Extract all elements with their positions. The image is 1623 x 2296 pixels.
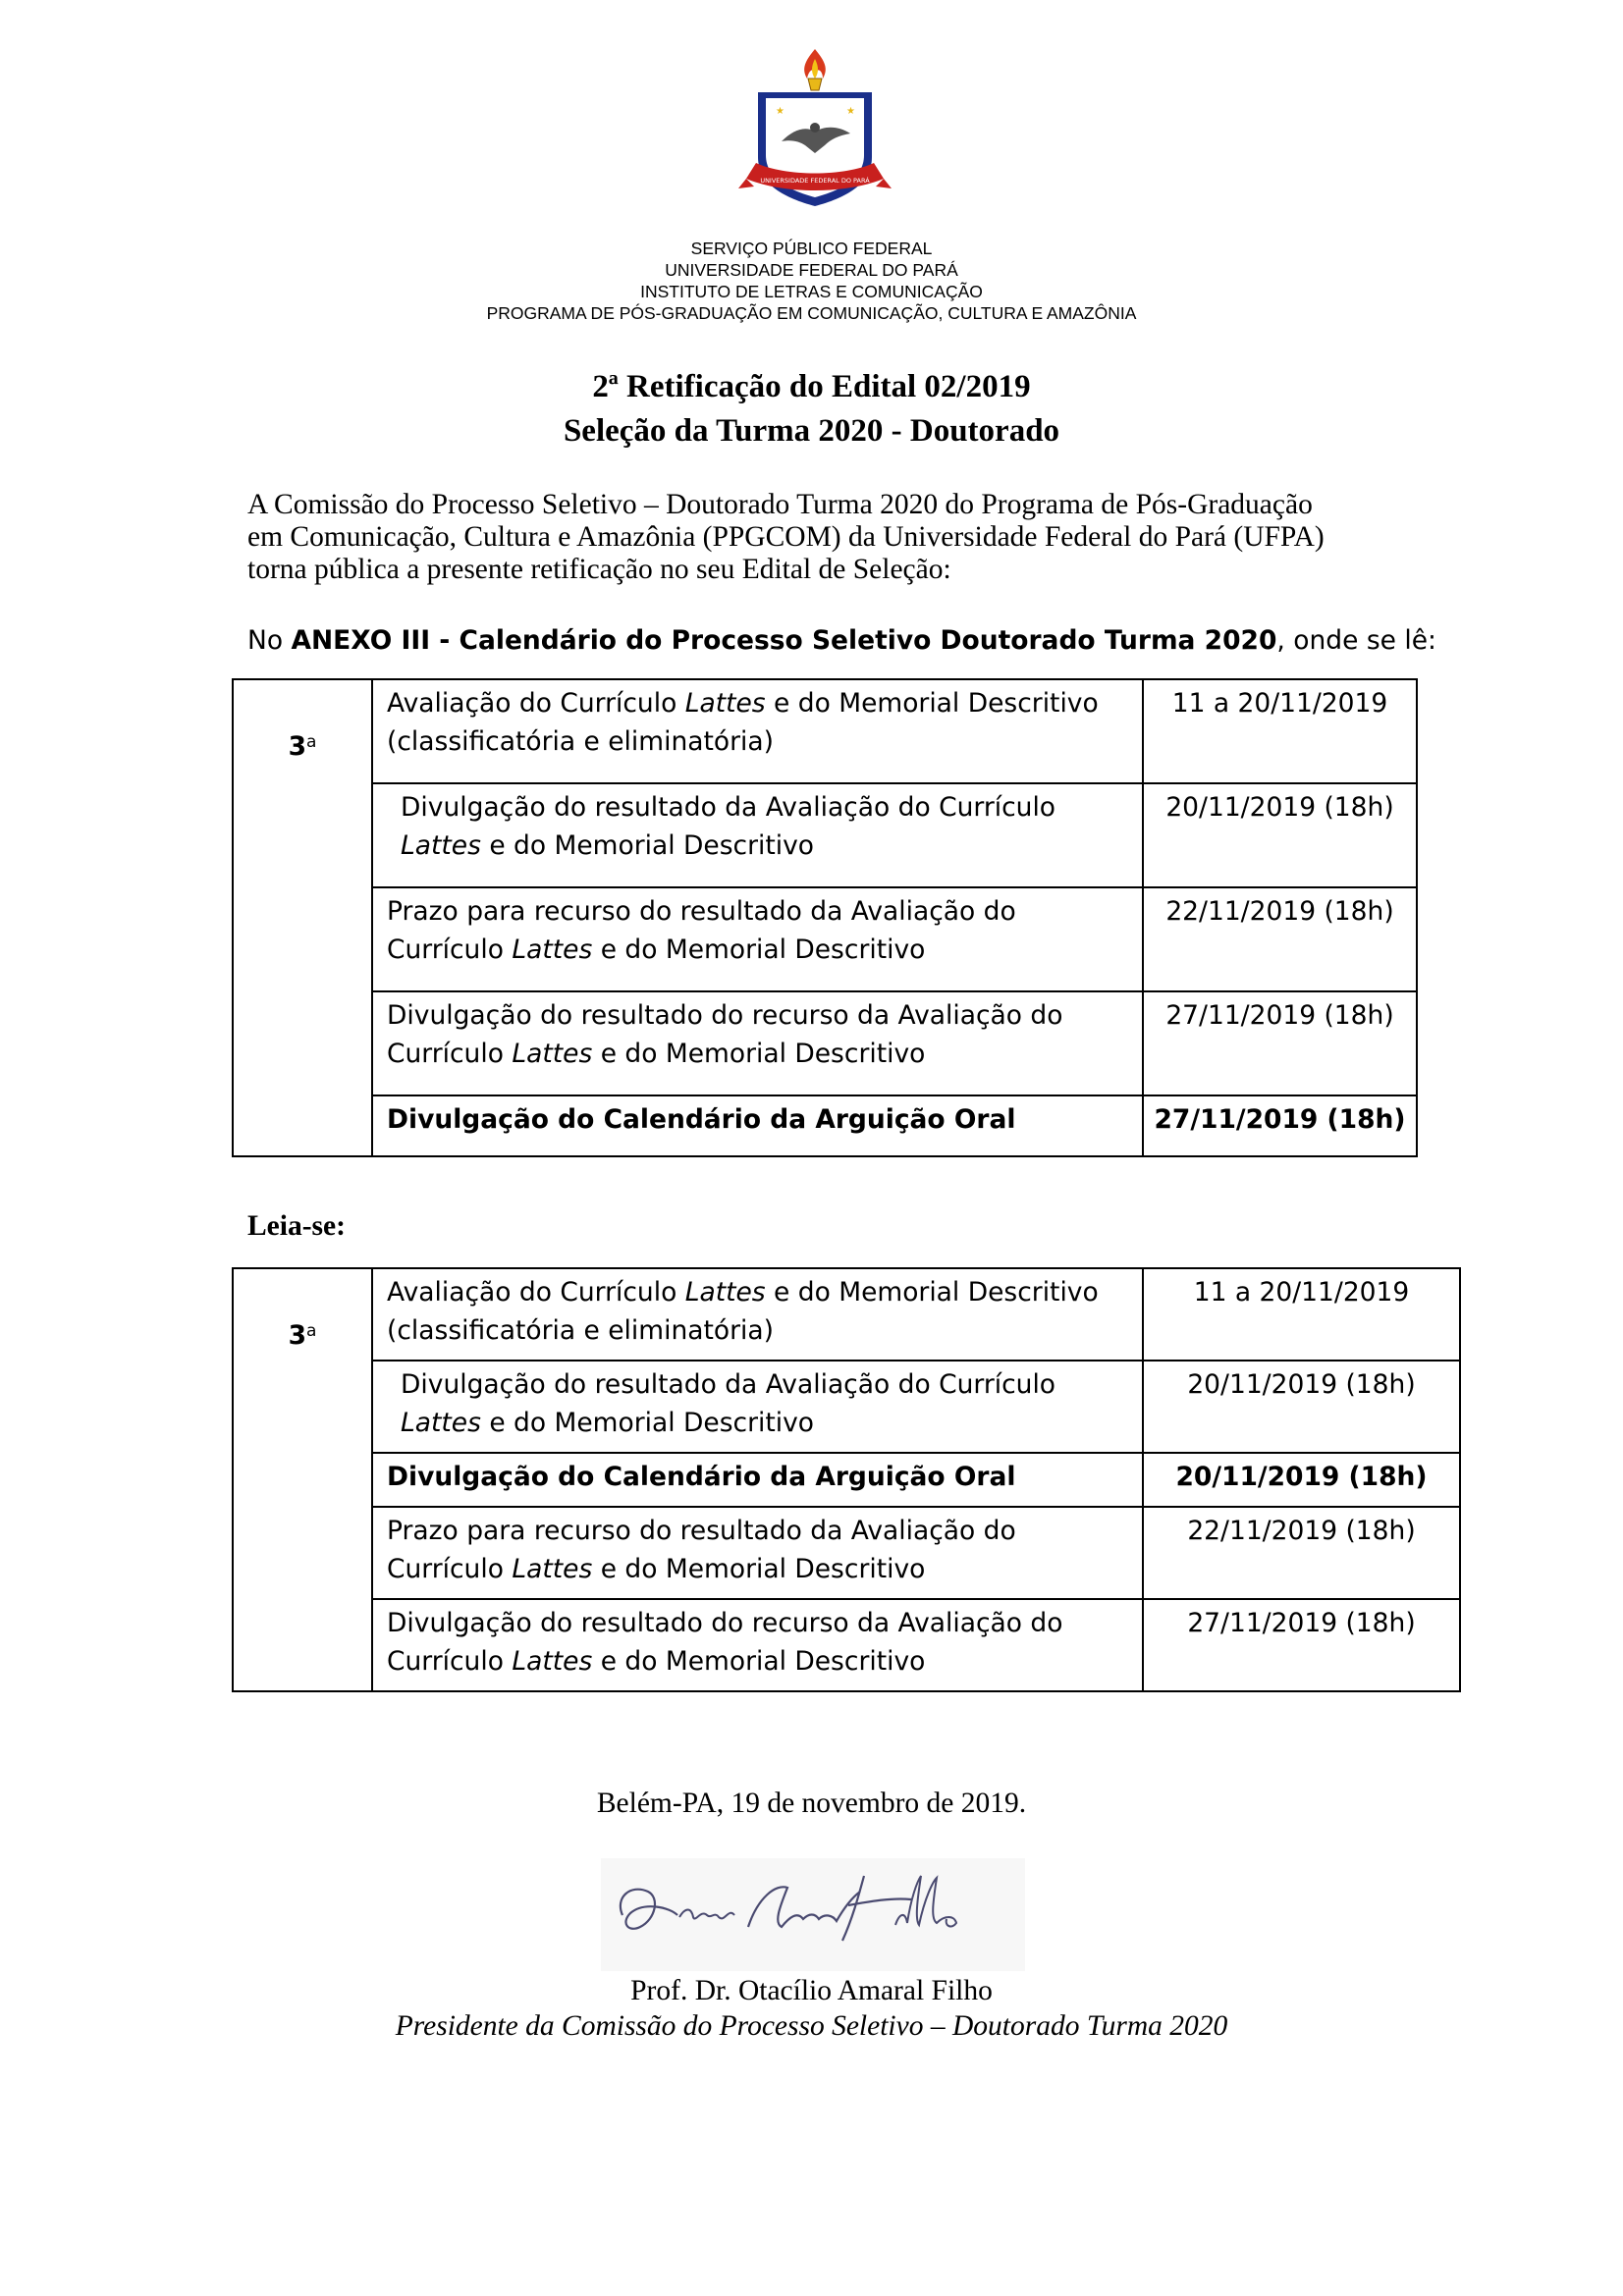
- activity-cell: [372, 887, 1143, 991]
- title-line-2: Seleção da Turma 2020 - Doutorado: [563, 413, 1060, 449]
- intro-line-1: A Comissão do Processo Seletivo – Doutorado Turma 2020 do Programa de Pós-Graduação: [247, 489, 1313, 520]
- activity-text: Divulgação do resultado da Avaliação do Currículo: [401, 1369, 1056, 1400]
- activity-emphasis: Lattes: [401, 1408, 481, 1438]
- activity-cell: [372, 783, 1143, 887]
- activity-text: e do Memorial Descritivo: [592, 1646, 926, 1677]
- svg-text:★: ★: [846, 106, 855, 117]
- activity-text: e do Memorial Descritivo: [592, 934, 926, 965]
- table-row: [233, 1361, 1460, 1453]
- phase-ordinal: a: [306, 732, 317, 752]
- table-row: [233, 1453, 1460, 1507]
- activity-text: e do Memorial Descritivo: [592, 1038, 926, 1069]
- svg-text:★: ★: [776, 106, 784, 117]
- header-line-2: UNIVERSIDADE FEDERAL DO PARÁ: [665, 260, 958, 280]
- activity-emphasis: Lattes: [512, 1038, 593, 1069]
- table-row: [233, 991, 1417, 1095]
- activity-cell: Divulgação do Calendário da Arguição Oral: [372, 1453, 1143, 1507]
- activity-cell: Divulgação do Calendário da Arguição Oral: [372, 1095, 1143, 1156]
- table-row: [233, 1268, 1460, 1361]
- place-and-date: Belém-PA, 19 de novembro de 2019.: [596, 1788, 1027, 1819]
- table-row: [233, 1507, 1460, 1599]
- intro-line-2: em Comunicação, Cultura e Amazônia (PPGCOM) da Universidade Federal do Pará (UFPA): [247, 521, 1325, 553]
- intro-paragraph: [247, 489, 1475, 586]
- activity-cell: [372, 1507, 1143, 1599]
- date-cell: 27/11/2019 (18h): [1143, 991, 1417, 1095]
- activity-text: e do Memorial Descritivo: [480, 829, 814, 861]
- phase-cell: [233, 1268, 372, 1691]
- document-title: [0, 365, 1623, 454]
- activity-emphasis: Lattes: [512, 1646, 593, 1677]
- date-cell: 11 a 20/11/2019: [1143, 1268, 1460, 1361]
- handwritten-signature: [601, 1858, 1025, 1971]
- activity-text: e do Memorial Descritivo: [592, 1554, 926, 1584]
- signer-name: Prof. Dr. Otacílio Amaral Filho: [630, 1975, 993, 2006]
- university-crest-logo: [736, 47, 893, 224]
- activity-text: Avaliação do Currículo: [387, 688, 685, 719]
- activity-text: e do Memorial Descritivo (classificatória e eliminatória): [387, 688, 1099, 757]
- activity-cell: [372, 1599, 1143, 1691]
- section-heading-annex: ANEXO III - Calendário do Processo Seletivo Doutorado Turma 2020: [291, 625, 1277, 656]
- table-row: [233, 1095, 1417, 1156]
- header-line-3: INSTITUTO DE LETRAS E COMUNICAÇÃO: [640, 282, 983, 301]
- crest-ribbon-text: UNIVERSIDADE FEDERAL DO PARÁ: [760, 177, 870, 185]
- date-cell: 22/11/2019 (18h): [1143, 1507, 1460, 1599]
- activity-text: Divulgação do resultado da Avaliação do Currículo: [401, 791, 1056, 823]
- activity-emphasis: Lattes: [684, 1277, 766, 1308]
- corrected-calendar-table: [232, 1267, 1461, 1692]
- activity-emphasis: Lattes: [401, 829, 481, 861]
- phase-ordinal: a: [306, 1321, 317, 1341]
- title-line-1: 2ª Retificação do Edital 02/2019: [592, 369, 1031, 404]
- activity-text: Prazo para recurso do resultado da Avaliação do Currículo: [387, 1516, 1016, 1584]
- table-row: [233, 1599, 1460, 1691]
- phase-number: 3: [288, 1320, 307, 1351]
- phase-cell: [233, 679, 372, 1156]
- table-row: [233, 887, 1417, 991]
- activity-emphasis: Lattes: [512, 934, 593, 965]
- phase-number: 3: [288, 731, 307, 762]
- institution-header: [0, 238, 1623, 324]
- original-calendar-table: [232, 678, 1418, 1157]
- table-row: [233, 679, 1417, 783]
- section-heading: [247, 624, 1436, 658]
- header-line-4: PROGRAMA DE PÓS-GRADUAÇÃO EM COMUNICAÇÃO, CULTURA E AMAZÔNIA: [486, 303, 1137, 323]
- section-heading-suffix: , onde se lê:: [1276, 625, 1436, 656]
- activity-text: e do Memorial Descritivo (classificatória e eliminatória): [387, 1277, 1099, 1346]
- leia-se-label: Leia-se:: [247, 1210, 346, 1242]
- table-row: [233, 783, 1417, 887]
- header-line-1: SERVIÇO PÚBLICO FEDERAL: [690, 239, 933, 258]
- activity-emphasis: Lattes: [512, 1554, 593, 1584]
- activity-text: Avaliação do Currículo: [387, 1277, 685, 1308]
- date-cell: 20/11/2019 (18h): [1143, 1361, 1460, 1453]
- activity-cell: [372, 1268, 1143, 1361]
- date-cell: 27/11/2019 (18h): [1143, 1095, 1417, 1156]
- activity-cell: [372, 1361, 1143, 1453]
- date-cell: 22/11/2019 (18h): [1143, 887, 1417, 991]
- activity-text: Divulgação do resultado do recurso da Avaliação do Currículo: [387, 999, 1063, 1069]
- activity-emphasis: Lattes: [684, 688, 766, 719]
- activity-text: Divulgação do resultado do recurso da Avaliação do Currículo: [387, 1608, 1063, 1677]
- activity-text: Prazo para recurso do resultado da Avaliação do Currículo: [387, 895, 1016, 965]
- signer-block: [0, 1973, 1623, 2044]
- activity-cell: [372, 679, 1143, 783]
- date-cell: 20/11/2019 (18h): [1143, 1453, 1460, 1507]
- date-cell: 11 a 20/11/2019: [1143, 679, 1417, 783]
- activity-text: e do Memorial Descritivo: [480, 1408, 814, 1438]
- intro-line-3: torna pública a presente retificação no seu Edital de Seleção:: [247, 554, 951, 585]
- date-cell: 27/11/2019 (18h): [1143, 1599, 1460, 1691]
- section-heading-prefix: No: [247, 625, 292, 656]
- signer-role: Presidente da Comissão do Processo Seletivo – Doutorado Turma 2020: [395, 2010, 1228, 2042]
- activity-cell: [372, 991, 1143, 1095]
- date-cell: 20/11/2019 (18h): [1143, 783, 1417, 887]
